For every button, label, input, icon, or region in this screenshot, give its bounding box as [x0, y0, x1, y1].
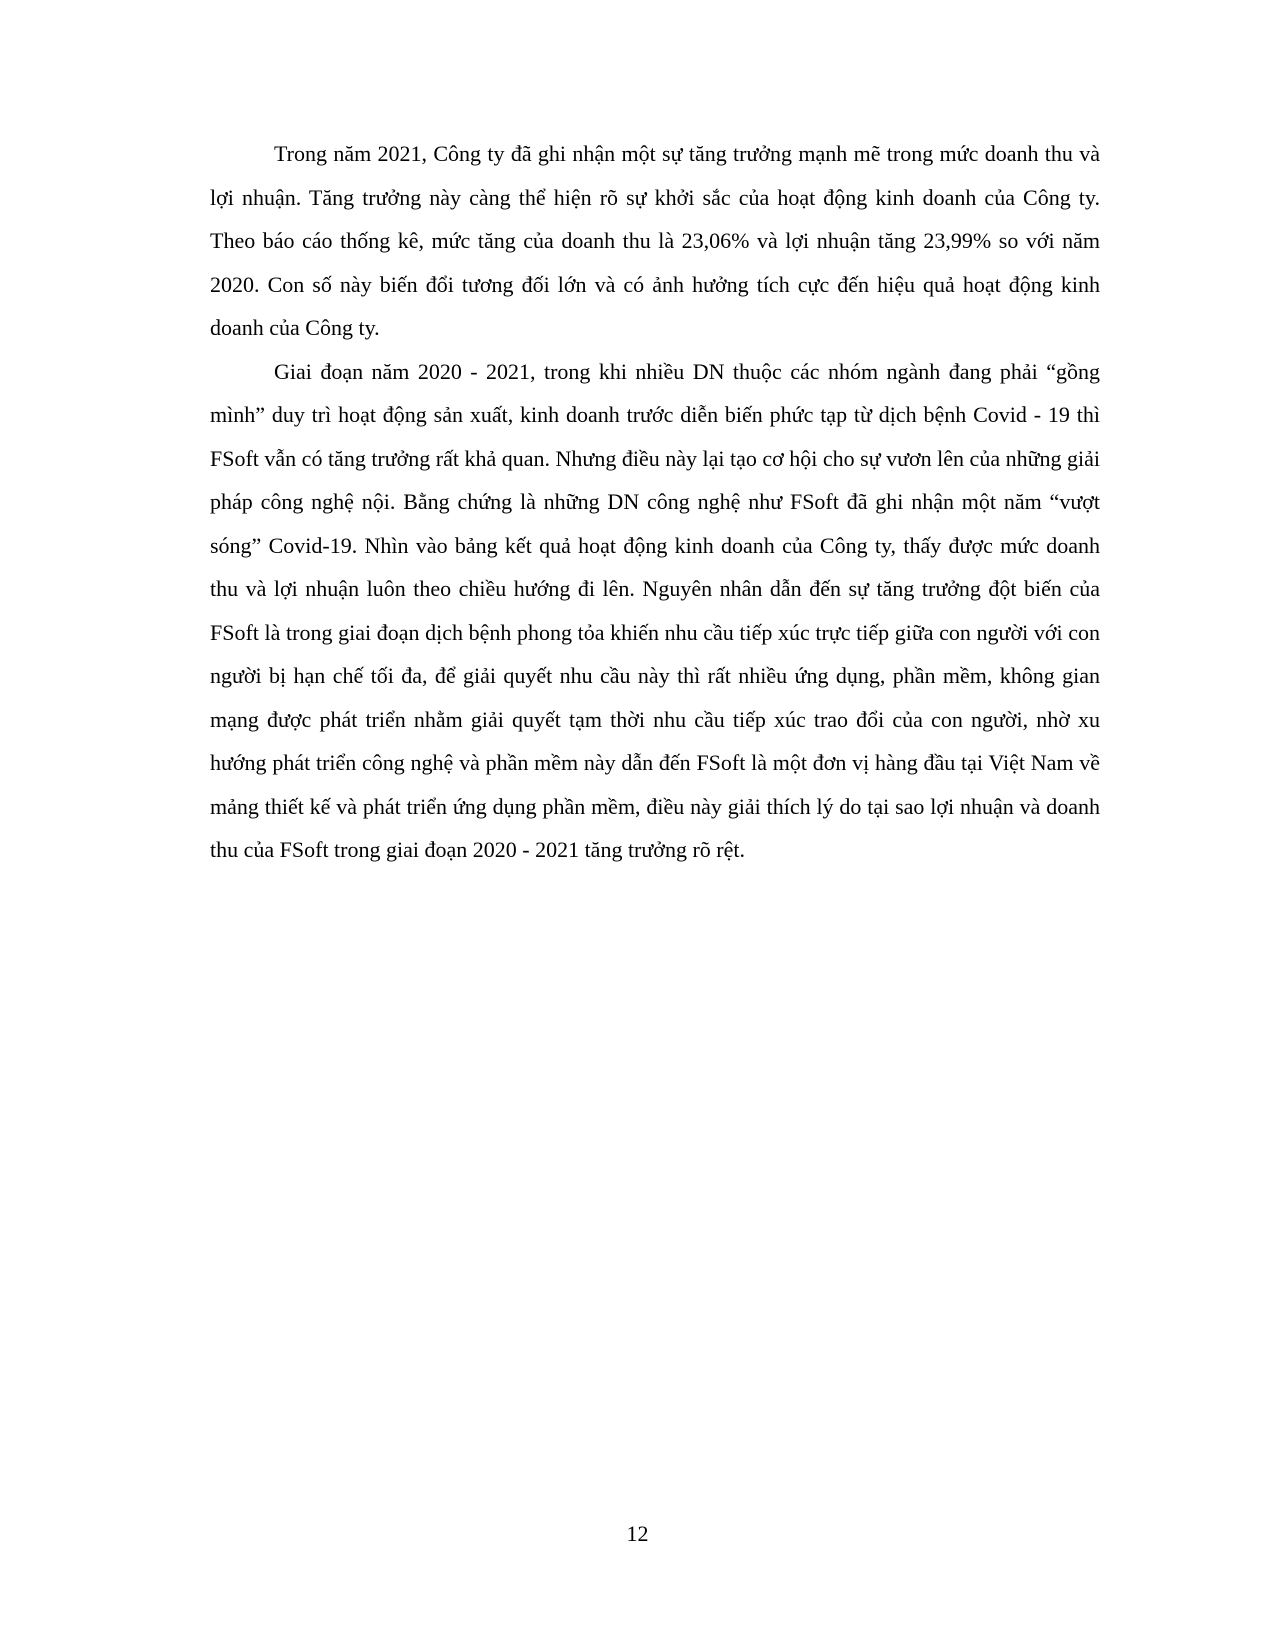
body-text [210, 132, 1100, 872]
paragraph: Trong năm 2021, Công ty đã ghi nhận một sự tăng trưởng mạnh mẽ trong mức doanh thu và lợi nhuận. Tăng trưởng này càng thể hiện rõ sự khởi sắc của hoạt động kinh doanh của Công ty. Theo báo cáo thống kê, mức tăng của doanh thu là 23,06% và lợi nhuận tăng 23,99% so với năm 2020. Con số này biến đổi tương đối lớn và có ảnh hưởng tích cực đến hiệu quả hoạt động kinh doanh của Công ty. [210, 141, 1100, 340]
paragraph: Giai đoạn năm 2020 - 2021, trong khi nhiều DN thuộc các nhóm ngành đang phải “gồng mình” duy trì hoạt động sản xuất, kinh doanh trước diễn biến phức tạp từ dịch bệnh Covid - 19 thì FSoft vẫn có tăng trưởng rất khả quan. Nhưng điều này lại tạo cơ hội cho sự vươn lên của những giải pháp công nghệ nội. Bằng chứng là những DN công nghệ như FSoft đã ghi nhận một năm “vượt sóng” Covid-19. Nhìn vào bảng kết quả hoạt động kinh doanh của Công ty, thấy được mức doanh thu và lợi nhuận luôn theo chiều hướng đi lên. Nguyên nhân dẫn đến sự tăng trưởng đột biến của FSoft là trong giai đoạn dịch bệnh phong tỏa khiến nhu cầu tiếp xúc trực tiếp giữa con người với con người bị hạn chế tối đa, để giải quyết nhu cầu này thì rất nhiều ứng dụng, phần mềm, không gian mạng được phát triển nhằm giải quyết tạm thời nhu cầu tiếp xúc trao đổi của con người, nhờ xu hướng phát triển công nghệ và phần mềm này dẫn đến FSoft là một đơn vị hàng đầu tại Việt Nam về mảng thiết kế và phát triển ứng dụng phần mềm, điều này giải thích lý do tại sao lợi nhuận và doanh thu của FSoft trong giai đoạn 2020 - 2021 tăng trưởng rõ rệt. [210, 358, 1101, 862]
page-number: 12 [626, 1521, 649, 1546]
